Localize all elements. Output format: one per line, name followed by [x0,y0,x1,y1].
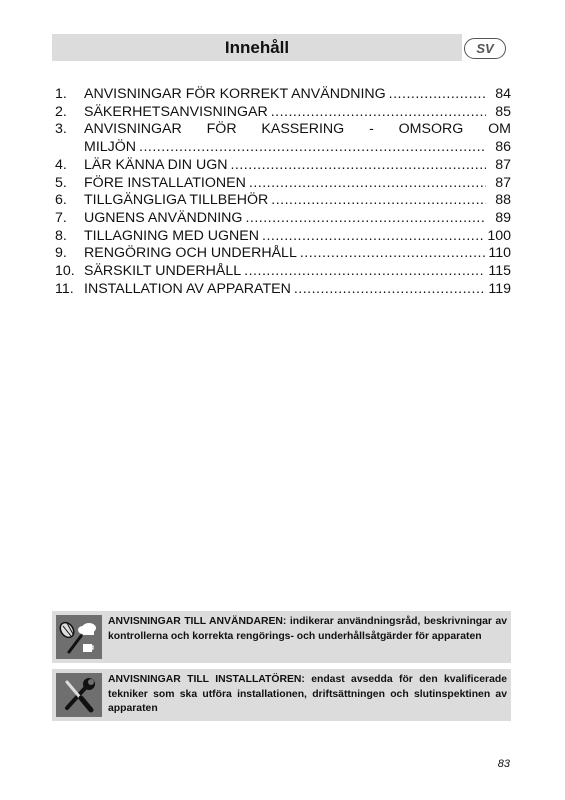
table-of-contents [55,86,511,298]
toc-number: 10. [55,263,75,280]
toc-number: 9. [55,245,67,262]
toc-entry-2[interactable] [55,104,511,122]
user-instructions-text: ANVISNINGAR TILL ANVÄNDAREN: indikerar användningsråd, beskrivningar av kontrollerna och korrekta rengörings- och underhållsåtgärder för apparaten [108,616,507,642]
toc-leader [249,175,486,193]
toc-title: INSTALLATION AV APPARATEN [84,280,291,297]
toc-number: 2. [55,103,67,120]
toc-leader [244,263,485,281]
toc-number: 5. [55,174,67,191]
toc-page-number: 87 [495,156,511,173]
tools-icon [56,673,102,717]
toc-leader [294,281,486,299]
toc-entry-3[interactable] [55,121,511,156]
toc-leader [271,104,486,122]
toc-title: SÄRSKILT UNDERHÅLL [84,263,242,280]
language-badge: SV [464,38,506,59]
installer-instructions-notice [52,669,511,721]
toc-page-number: 110 [488,245,511,262]
page-number: 83 [497,758,510,770]
toc-page-number: 88 [495,192,511,209]
toc-page-number: 87 [495,174,511,191]
toc-entry-5[interactable] [55,175,511,193]
toc-entry-6[interactable] [55,192,511,210]
toc-leader [389,86,486,104]
toc-page-number: 85 [495,103,511,120]
toc-page-number: 115 [488,263,511,280]
chef-whisk-icon [56,615,102,659]
toc-entry-7[interactable] [55,210,511,228]
installer-instructions-text: ANVISNINGAR TILL INSTALLATÖREN: endast avsedda för den kvalificerade tekniker som ska utföra installationen, driftsättningen och slutinspektinen av apparaten [108,674,507,715]
toc-title-line2: MILJÖN [84,139,137,156]
toc-page-number: 89 [495,209,511,226]
toc-entry-4[interactable] [55,157,511,175]
toc-number: 1. [55,86,67,102]
toc-title: ANVISNINGAR FÖR KORREKT ANVÄNDNING [84,86,386,102]
toc-leader [271,192,486,210]
toc-entry-1[interactable] [55,86,511,104]
toc-leader [139,139,486,157]
toc-page-number: 119 [488,280,511,297]
user-instructions-notice [52,611,511,663]
toc-entry-8[interactable] [55,228,511,246]
toc-title: TILLAGNING MED UGNEN [84,227,260,244]
toc-number: 11. [55,280,74,297]
page-title: Innehåll [224,37,290,57]
toc-title-line1: ANVISNINGAR FÖR KASSERING - OMSORG OM [84,121,511,138]
toc-number: 3. [55,121,67,138]
toc-title: RENGÖRING OCH UNDERHÅLL [84,245,297,262]
toc-page-number: 86 [495,139,511,156]
toc-title: FÖRE INSTALLATIONEN [84,174,246,191]
toc-page-number: 84 [495,86,511,102]
toc-number: 7. [55,209,67,226]
title-bar [52,34,462,61]
toc-leader [300,245,486,263]
toc-number: 6. [55,192,67,209]
toc-title: LÄR KÄNNA DIN UGN [84,156,228,173]
toc-number: 4. [55,156,67,173]
toc-title: TILLGÄNGLIGA TILLBEHÖR [84,192,269,209]
toc-entry-10[interactable] [55,263,511,281]
toc-entry-9[interactable] [55,245,511,263]
toc-title: SÄKERHETSANVISNINGAR [84,103,268,120]
toc-entry-11[interactable] [55,281,511,299]
toc-leader [245,210,486,228]
toc-leader [262,228,484,246]
toc-page-number: 100 [487,227,511,244]
toc-title: UGNENS ANVÄNDNING [84,209,243,226]
toc-leader [230,157,486,175]
toc-number: 8. [55,227,67,244]
